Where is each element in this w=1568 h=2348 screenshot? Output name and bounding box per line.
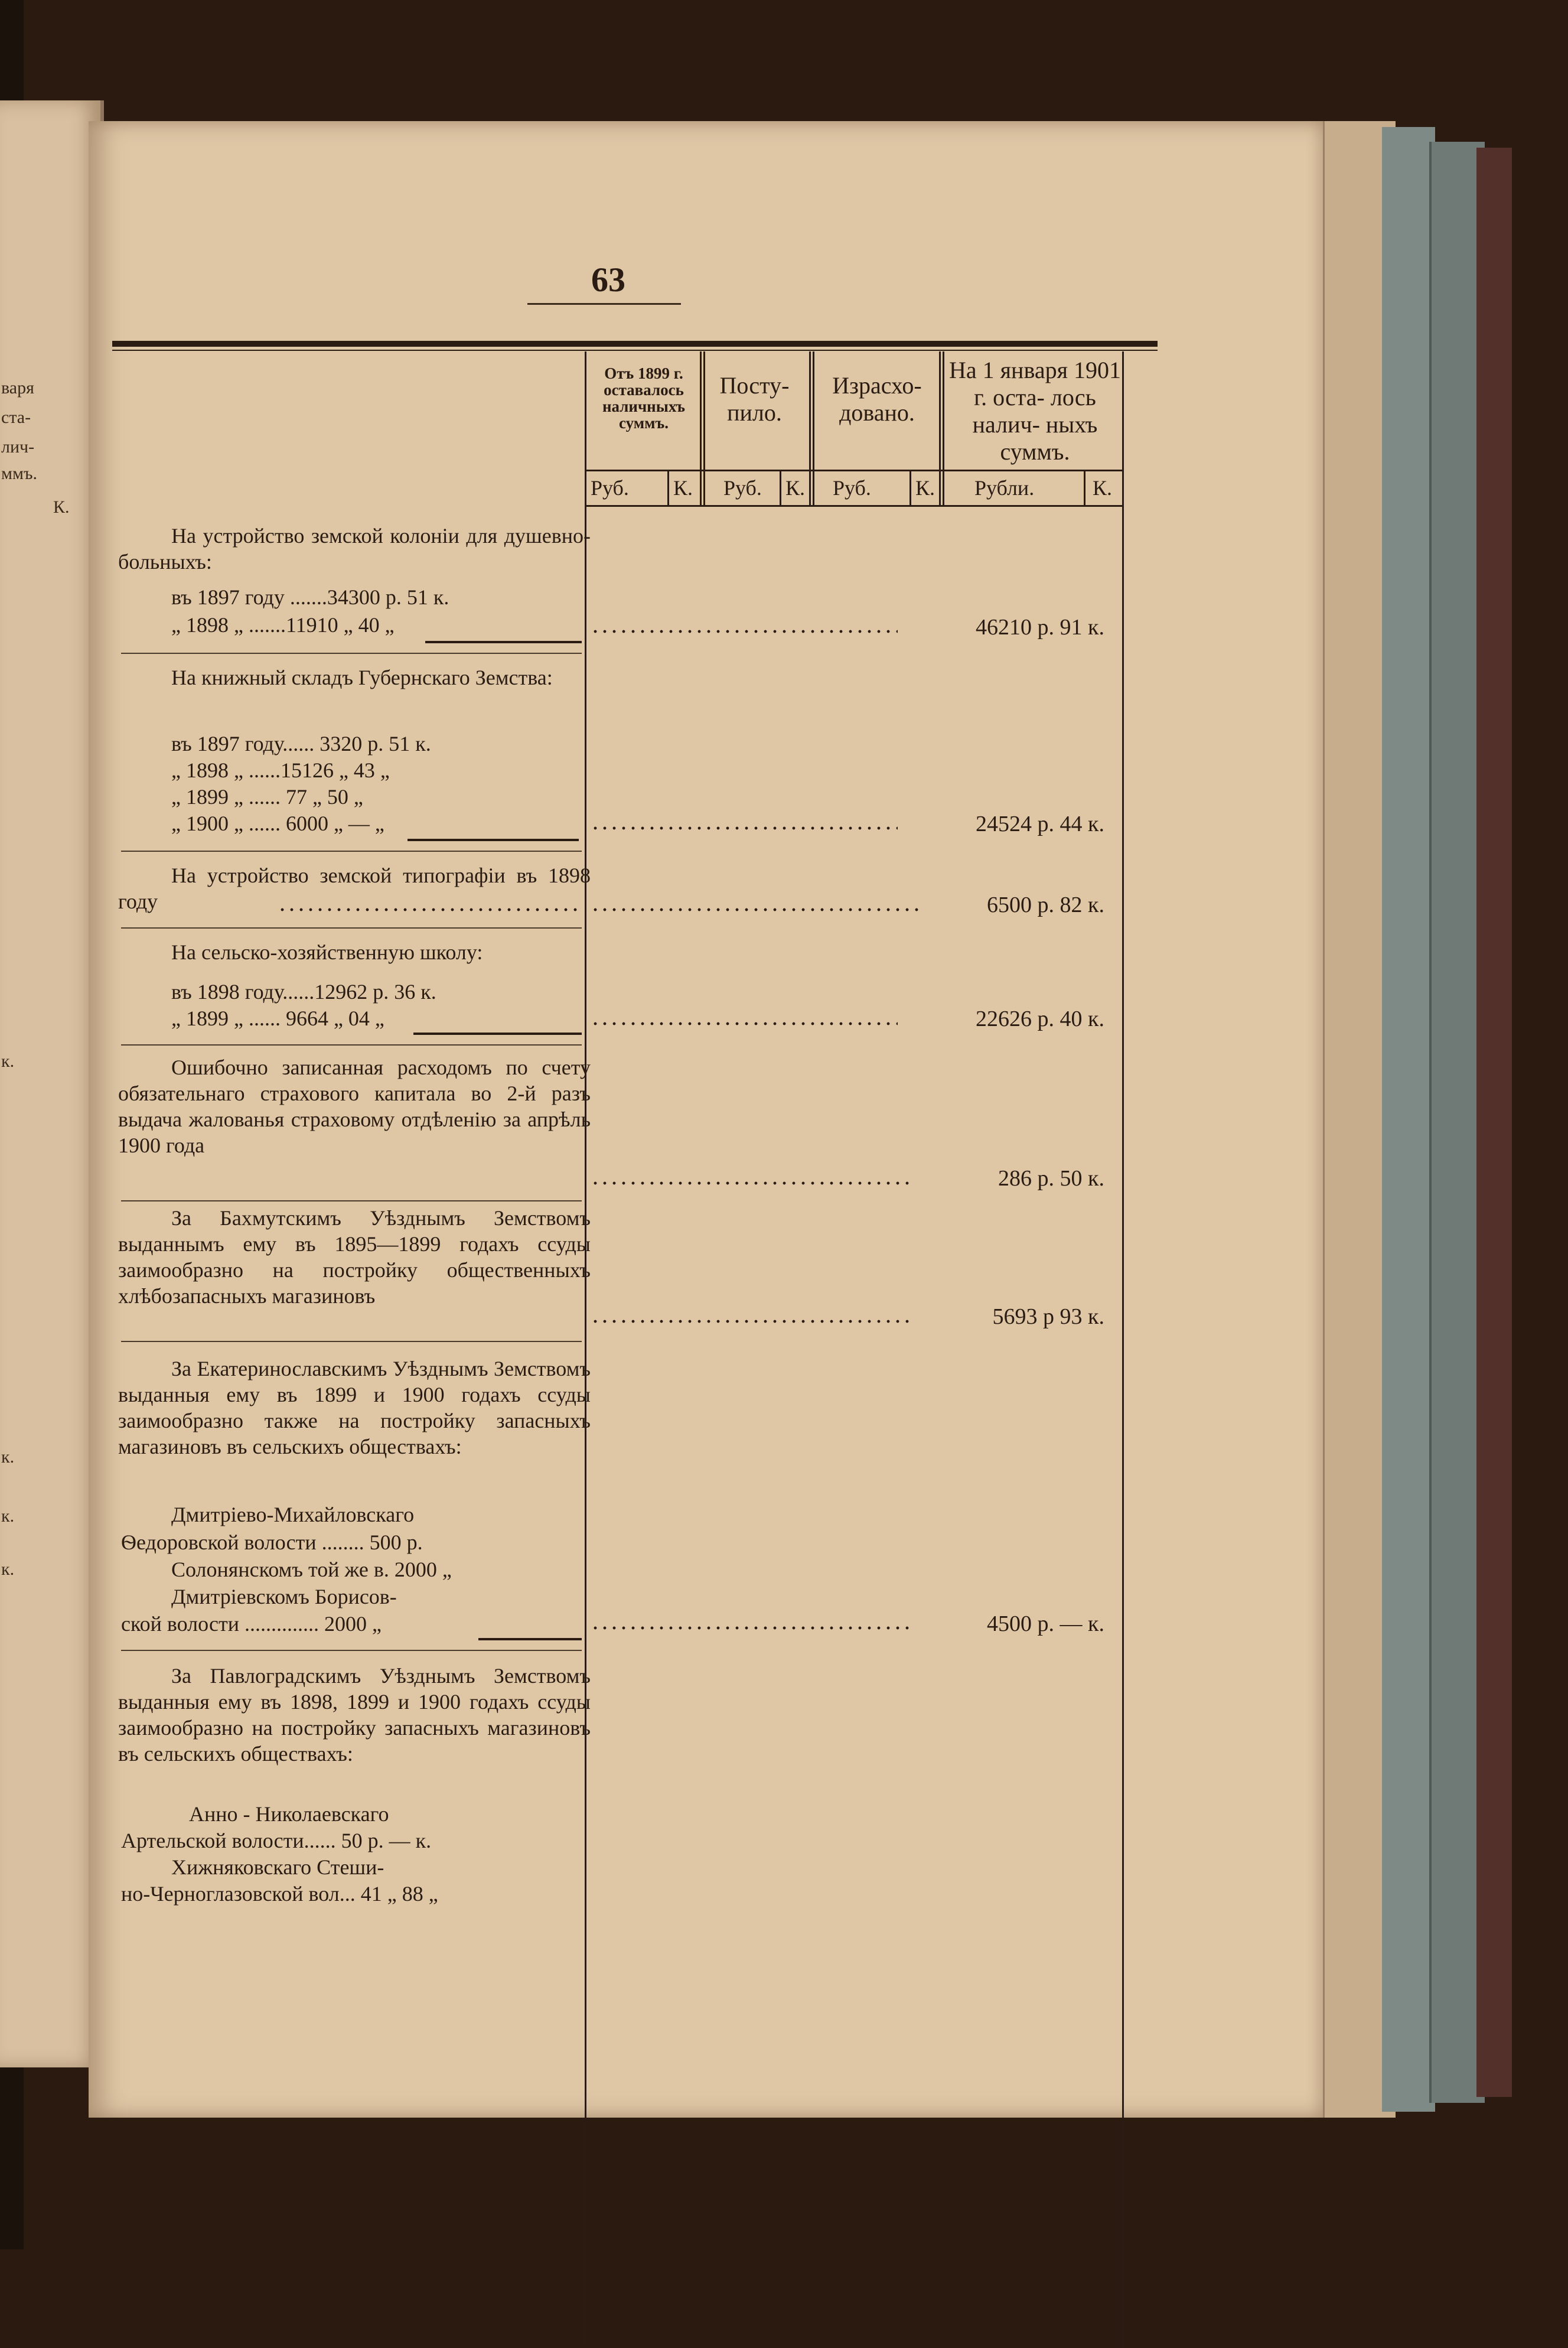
column-divider	[813, 351, 814, 505]
entry-amount: 5693 р 93 к.	[992, 1304, 1104, 1329]
unit-kop: К.	[1093, 476, 1113, 500]
column-divider	[700, 351, 702, 505]
header-separator	[585, 505, 1124, 507]
leader-dots	[591, 1021, 898, 1027]
entry-line: Солонянскомъ той же в. 2000 „	[171, 1558, 452, 1581]
entry-description: Ошибочно записанная расходомъ по счету обязательнаго страхового капитала во 2-й разъ выдача жалованья страховому отдѣленію за апрѣль 1900 года	[118, 1056, 591, 1157]
column-divider	[939, 351, 941, 505]
leader-dots	[278, 907, 582, 913]
entry-separator	[121, 1044, 582, 1046]
entry-line: въ 1897 году...... 3320 р. 51 к.	[171, 732, 431, 755]
entry-line: Дмитріево-Михайловскаго	[171, 1503, 415, 1526]
entry-separator	[121, 1200, 582, 1201]
entry-description: На книжный складъ Губернскаго Земства:	[171, 666, 553, 689]
unit-divider	[909, 470, 911, 505]
entry-amount: 24524 р. 44 к.	[976, 812, 1104, 836]
column-header-received: Посту- пило.	[719, 372, 790, 426]
left-page-fragment: к.	[1, 1506, 15, 1526]
entry-line: Ѳедоровской волости ........ 500 р.	[121, 1530, 423, 1554]
entry-line: ской волости .............. 2000 „	[121, 1612, 382, 1636]
table-top-rule	[112, 350, 1158, 351]
leader-dots	[591, 1318, 909, 1324]
entry-line: Хижняковскаго Стеши-	[171, 1855, 384, 1879]
column-divider	[809, 351, 811, 505]
entry-line: Дмитріевскомъ Борисов-	[171, 1585, 397, 1608]
left-page-fragment: К.	[53, 497, 70, 517]
entry-line: въ 1898 году......12962 р. 36 к.	[171, 980, 436, 1004]
entry-amount: 4500 р. — к.	[987, 1611, 1104, 1636]
entry-amount: 22626 р. 40 к.	[976, 1007, 1104, 1031]
entry-separator	[121, 653, 582, 654]
entry-description: За Павлоградскимъ Уѣзднымъ Земствомъ выданныя ему въ 1898, 1899 и 1900 годахъ ссуды заимообразно на постройку запасныхъ магазиновъ въ сельскихъ обществахъ:	[118, 1664, 591, 1766]
entry-line: „ 1898 „ .......11910 „ 40 „	[171, 613, 395, 637]
left-page-fragment: к.	[1, 1559, 15, 1579]
leader-dots	[591, 1180, 909, 1186]
entry-amount: 6500 р. 82 к.	[987, 893, 1104, 917]
sum-underline	[425, 641, 582, 643]
book-cover-edge	[1476, 148, 1512, 2097]
book-block-edge	[1382, 127, 1435, 2112]
leader-dots	[591, 907, 921, 913]
page-number-rule	[527, 303, 681, 305]
left-page-fragment: к.	[1, 1447, 15, 1467]
page-number: 63	[591, 260, 625, 299]
entry-amount: 286 р. 50 к.	[998, 1166, 1104, 1191]
unit-divider	[667, 470, 669, 505]
entry-separator	[121, 1650, 582, 1651]
unit-kop: К.	[915, 476, 935, 500]
entry-line: Артельской волости...... 50 р. — к.	[121, 1829, 432, 1852]
column-header-1899-balance: Отъ 1899 г. оставалось наличныхъ суммъ.	[602, 364, 686, 432]
left-page-fragment: лич-	[1, 437, 35, 457]
entry-line: Анно - Николаевскаго	[189, 1802, 389, 1826]
unit-rub: Руб.	[591, 476, 629, 500]
entry-separator	[121, 851, 582, 852]
entry-description: За Бахмутскимъ Уѣзднымъ Земствомъ выданнымъ ему въ 1895—1899 годахъ ссуды заимообразно на постройку общественныхъ хлѣбозапасныхъ магазиновъ	[118, 1206, 591, 1308]
unit-rubles: Рубли.	[974, 476, 1035, 500]
entry-description: На сельско-хозяйственную школу:	[171, 940, 483, 964]
left-page-fragment: ста-	[1, 408, 31, 427]
left-page-fragment: ммъ.	[1, 464, 37, 483]
entry-amount: 46210 р. 91 к.	[976, 615, 1104, 640]
column-header-1901-balance: На 1 января 1901 г. оста- лось налич- ныхъ суммъ.	[949, 357, 1121, 465]
unit-divider	[1084, 470, 1085, 505]
entry-line: „ 1899 „ ...... 77 „ 50 „	[171, 785, 363, 809]
unit-kop: К.	[785, 476, 806, 500]
unit-rub: Руб.	[723, 476, 762, 500]
header-separator	[585, 470, 1124, 471]
entry-description: За Екатеринославскимъ Уѣзднымъ Земствомъ выданныя ему въ 1899 и 1900 годахъ ссуды заимообразно также на постройку запасныхъ магазиновъ въ сельскихъ обществахъ:	[118, 1357, 591, 1458]
entry-line: въ 1897 году .......34300 р. 51 к.	[171, 585, 449, 609]
entry-line: но-Черноглазовской вол... 41 „ 88 „	[121, 1882, 438, 1906]
leader-dots	[591, 825, 898, 831]
entry-line: „ 1898 „ ......15126 „ 43 „	[171, 758, 390, 782]
sum-underline	[413, 1033, 582, 1035]
left-page-fragment: к.	[1, 1051, 15, 1071]
column-divider	[1122, 351, 1124, 2348]
leader-dots	[591, 628, 898, 634]
entry-separator	[121, 1341, 582, 1342]
entry-description: На устройство земской колоніи для душевно-больныхъ:	[118, 524, 591, 574]
sum-underline	[408, 839, 579, 841]
entry-line: „ 1899 „ ...... 9664 „ 04 „	[171, 1007, 384, 1030]
entry-description: На устройство земской типографіи въ 1898 году	[118, 864, 591, 913]
unit-divider	[780, 470, 781, 505]
entry-line: „ 1900 „ ...... 6000 „ — „	[171, 812, 384, 835]
column-divider	[585, 351, 586, 2345]
column-divider	[943, 351, 944, 505]
sum-underline	[478, 1638, 582, 1640]
table-top-rule	[112, 341, 1158, 347]
column-divider	[703, 351, 705, 505]
unit-kop: К.	[673, 476, 693, 500]
column-header-spent: Израсхо- довано.	[832, 372, 922, 426]
left-page-fragment: варя	[1, 378, 34, 398]
entry-separator	[121, 927, 582, 929]
unit-rub: Руб.	[833, 476, 871, 500]
leader-dots	[591, 1625, 909, 1631]
